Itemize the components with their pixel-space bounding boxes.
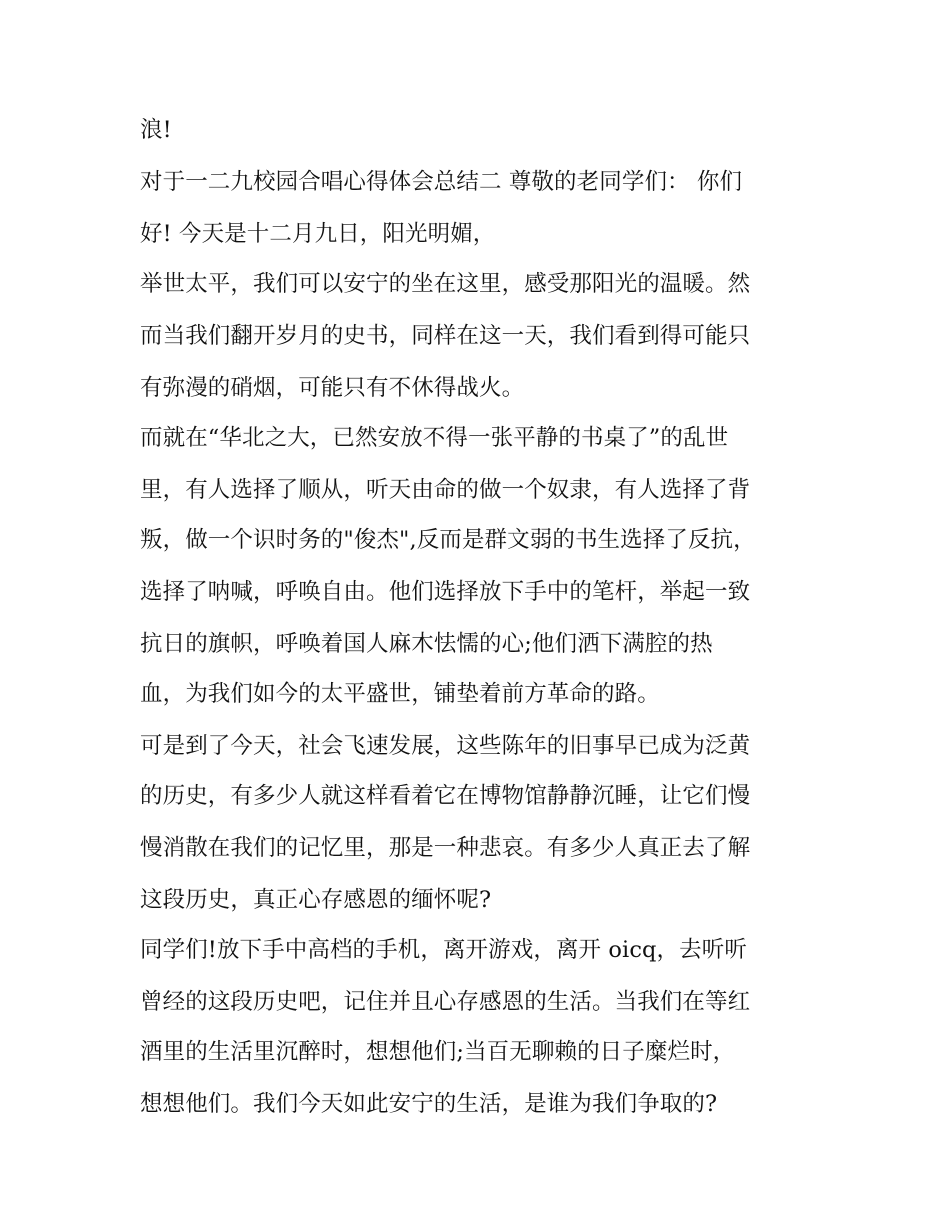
text-line: 对于一二九校园合唱心得体会总结二 尊敬的老同学们： 你们 — [140, 169, 743, 195]
text-line: 有弥漫的硝烟，可能只有不休得战火。 — [140, 375, 525, 401]
text-line: 举世太平，我们可以安宁的坐在这里，感受那阳光的温暖。然 — [140, 271, 751, 297]
text-line: 同学们!放下手中高档的手机，离开游戏，离开 oicq，去听听 — [140, 937, 747, 963]
text-line: 血，为我们如今的太平盛世，铺垫着前方革命的路。 — [140, 681, 660, 707]
text-line: 酒里的生活里沉醉时，想想他们;当百无聊赖的日子糜烂时， — [140, 1039, 736, 1065]
text-line: 而就在“华北之大，已然安放不得一张平静的书桌了”的乱世 — [140, 425, 729, 451]
text-line: 可是到了今天，社会飞速发展，这些陈年的旧事早已成为泛黄 — [140, 733, 751, 759]
text-line: 抗日的旗帜，呼唤着国人麻木怯懦的心;他们洒下满腔的热 — [140, 631, 713, 657]
text-line: 浪! — [140, 117, 172, 143]
text-line: 叛，做一个识时务的"俊杰",反而是群文弱的书生选择了反抗， — [140, 527, 756, 553]
text-line: 里，有人选择了顺从，听天由命的做一个奴隶，有人选择了背 — [140, 477, 751, 503]
text-line: 好! 今天是十二月九日，阳光明媚， — [140, 221, 496, 247]
text-line: 想想他们。我们今天如此安宁的生活，是谁为我们争取的? — [140, 1091, 718, 1117]
text-line: 的历史，有多少人就这样看着它在博物馆静静沉睡，让它们慢 — [140, 783, 751, 809]
text-line: 慢消散在我们的记忆里，那是一种悲哀。有多少人真正去了解 — [140, 835, 751, 861]
text-line: 选择了呐喊，呼唤自由。他们选择放下手中的笔杆，举起一致 — [140, 579, 751, 605]
text-line: 而当我们翻开岁月的史书，同样在这一天，我们看到得可能只 — [140, 323, 751, 349]
text-line: 这段历史，真正心存感恩的缅怀呢? — [140, 887, 492, 913]
text-line: 曾经的这段历史吧，记住并且心存感恩的生活。当我们在等红 — [140, 989, 751, 1015]
